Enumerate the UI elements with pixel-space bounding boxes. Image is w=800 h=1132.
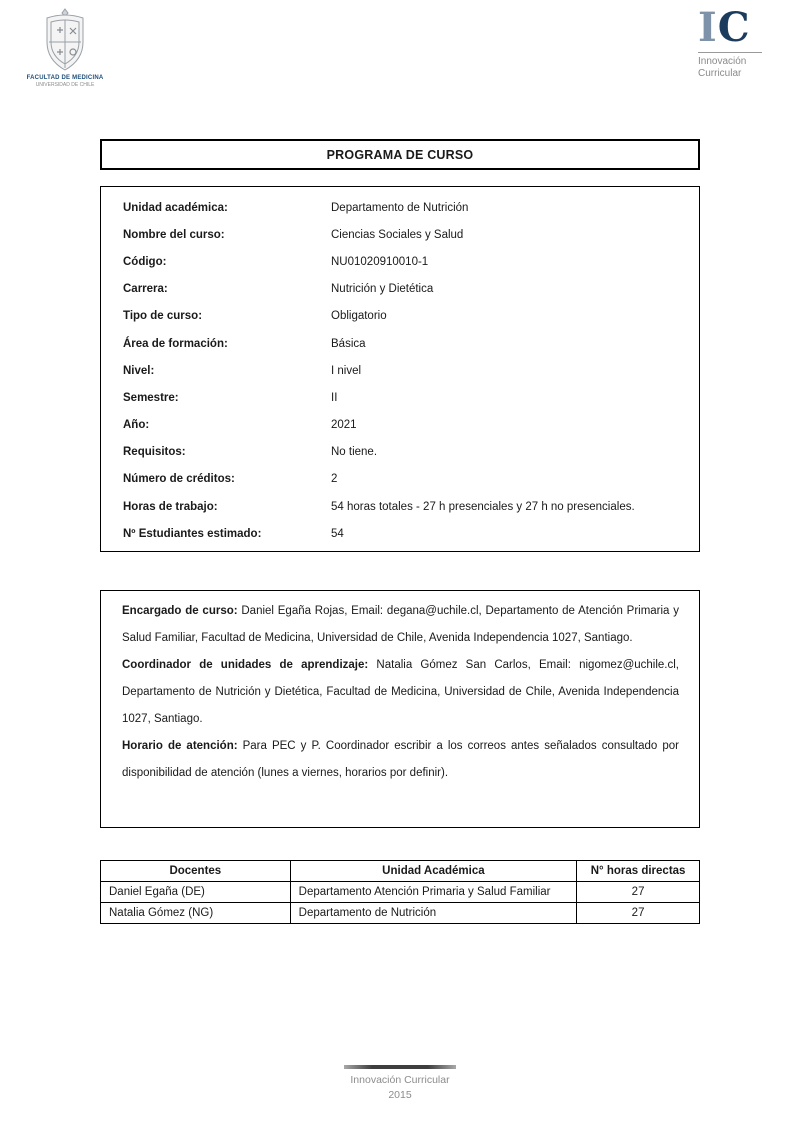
cell-horas: 27: [577, 903, 700, 924]
info-label: Semestre:: [123, 391, 179, 404]
ic-letter-i: I: [698, 4, 718, 51]
table-row: [101, 882, 700, 903]
contact-text: Para PEC y P. Coordinador escribir a los correos antes señalados consultado por disponibilidad de atención (lunes a viernes, horarios por definir).: [122, 740, 679, 779]
table-header-horas: N° horas directas: [577, 861, 700, 882]
info-row-semestre: [101, 384, 699, 411]
info-value: Obligatorio: [331, 310, 387, 323]
info-value: I nivel: [331, 364, 362, 377]
ic-letter-c: C: [717, 4, 751, 51]
ic-logo-line1: Innovación: [698, 56, 747, 67]
info-label: Área de formación:: [123, 337, 228, 350]
table-header-docentes: Docentes: [101, 861, 291, 882]
ic-divider: [698, 52, 762, 53]
info-value: Nutrición y Dietética: [331, 283, 434, 296]
university-crest-icon: [33, 8, 97, 74]
innovacion-curricular-logo: [698, 6, 762, 80]
info-row-requisitos: [101, 439, 699, 466]
university-logo-university: UNIVERSIDAD DE CHILE: [35, 82, 95, 88]
info-row-nombre-curso: [101, 221, 699, 248]
info-value: No tiene.: [331, 446, 378, 459]
ic-logo-line2: Curricular: [698, 68, 742, 79]
contact-paragraph-horario: [122, 733, 679, 787]
docentes-table: [100, 860, 700, 924]
university-logo: [26, 8, 104, 88]
table-header-row: [101, 861, 700, 882]
info-label: Año:: [123, 419, 150, 432]
contact-text: Natalia Gómez San Carlos, Email: nigomez@uchile.cl, Departamento de Nutrición y Dietética, Facultad de Medicina, Universidad de Chile, Avenida Independencia 1027, Santiago.: [122, 659, 679, 725]
info-label: Nombre del curso:: [123, 228, 225, 241]
footer-year: 2015: [388, 1089, 412, 1101]
info-row-codigo: [101, 248, 699, 275]
contact-label: Coordinador de unidades de aprendizaje:: [122, 659, 369, 671]
contact-label: Horario de atención:: [122, 740, 238, 752]
info-row-numero-creditos: [101, 466, 699, 493]
cell-docente: Daniel Egaña (DE): [101, 882, 291, 903]
info-value: 2021: [331, 419, 357, 432]
info-label: Número de créditos:: [123, 473, 235, 486]
contact-paragraph-coordinador: [122, 652, 679, 733]
cell-unidad: Departamento Atención Primaria y Salud Familiar: [290, 882, 576, 903]
contact-label: Encargado de curso:: [122, 605, 238, 617]
info-value: NU01020910010-1: [331, 255, 429, 268]
contacts-box: [100, 590, 700, 828]
info-label: Nivel:: [123, 364, 155, 377]
info-value: II: [331, 391, 338, 404]
info-value: 54: [331, 527, 344, 540]
info-row-area-formacion: [101, 330, 699, 357]
info-value: 2: [331, 473, 338, 486]
info-row-nivel: [101, 357, 699, 384]
table-header-unidad: Unidad Académica: [290, 861, 576, 882]
info-row-horas-trabajo: [101, 493, 699, 520]
contact-text: Daniel Egaña Rojas, Email: degana@uchile.cl, Departamento de Atención Primaria y Salud Familiar, Facultad de Medicina, Universidad de Chile, Avenida Independencia 1027, Santiago.: [122, 605, 679, 644]
info-value: Departamento de Nutrición: [331, 201, 469, 214]
contact-paragraph-encargado: [122, 598, 679, 652]
info-label: Unidad académica:: [123, 201, 228, 214]
info-value: Básica: [331, 337, 366, 350]
page-footer: [0, 1065, 800, 1103]
info-row-estudiantes-estimado: [101, 520, 699, 547]
info-label: Tipo de curso:: [123, 310, 203, 323]
info-row-carrera: [101, 276, 699, 303]
university-logo-faculty: FACULTAD DE MEDICINA: [26, 75, 104, 81]
info-value: 54 horas totales - 27 h presenciales y 27 h no presenciales.: [331, 500, 635, 513]
course-info-box: [100, 186, 700, 552]
page-title: PROGRAMA DE CURSO: [100, 139, 700, 170]
info-label: Nº Estudiantes estimado:: [123, 527, 262, 540]
table-row: [101, 903, 700, 924]
info-value: Ciencias Sociales y Salud: [331, 228, 464, 241]
cell-unidad: Departamento de Nutrición: [290, 903, 576, 924]
info-label: Horas de trabajo:: [123, 500, 218, 513]
footer-bar: [344, 1065, 456, 1069]
info-row-ano: [101, 412, 699, 439]
info-row-tipo-curso: [101, 303, 699, 330]
info-row-unidad-academica: [101, 194, 699, 221]
cell-docente: Natalia Gómez (NG): [101, 903, 291, 924]
info-label: Código:: [123, 255, 167, 268]
info-label: Carrera:: [123, 283, 168, 296]
cell-horas: 27: [577, 882, 700, 903]
ic-letters: [698, 6, 762, 50]
info-label: Requisitos:: [123, 446, 186, 459]
footer-program-name: Innovación Curricular: [350, 1074, 450, 1086]
